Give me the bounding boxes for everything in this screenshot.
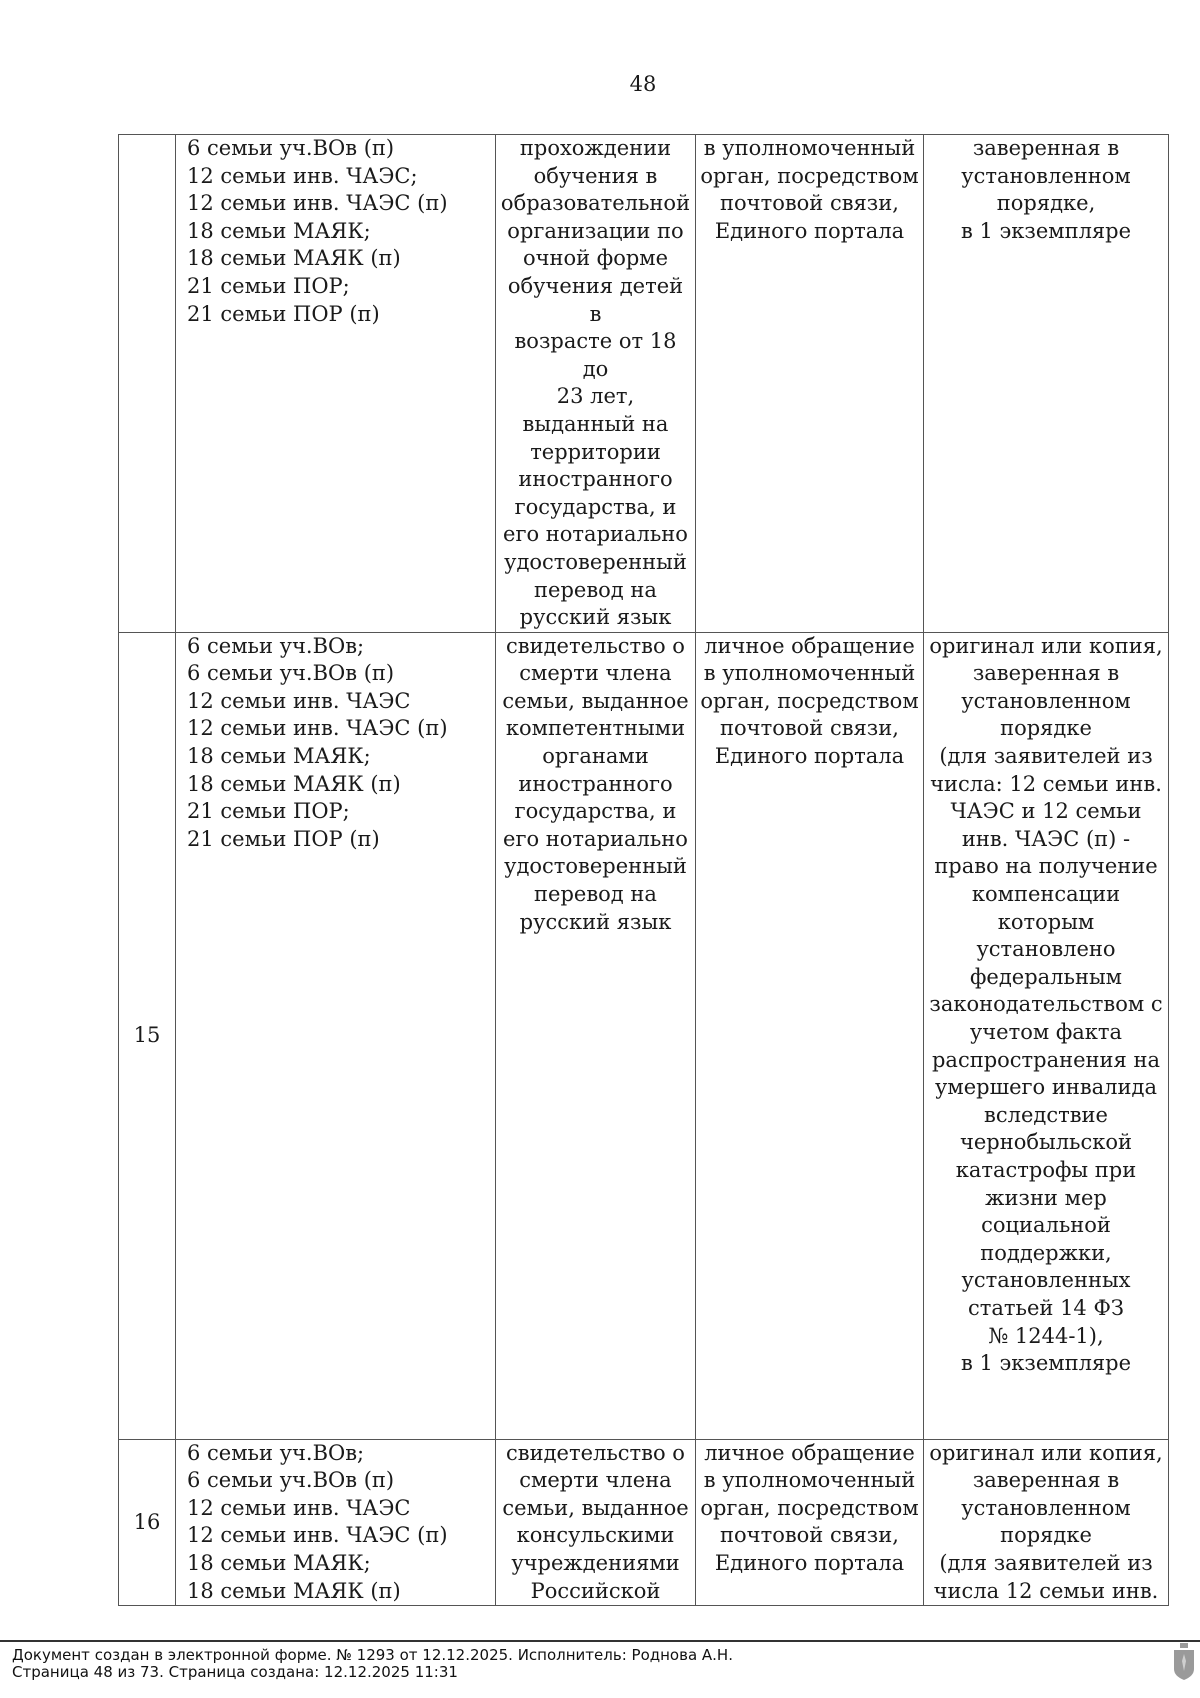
submission-method: личное обращение в уполномоченный орган, посредством почтовой связи, Единого портала [696,1439,924,1606]
page-number: 48 [629,72,657,96]
document-form: заверенная в установленном порядке, в 1 экземпляре [924,135,1169,633]
applicant-categories: 6 семьи уч.ВОв; 6 семьи уч.ВОв (п) 12 семьи инв. ЧАЭС 12 семьи инв. ЧАЭС (п) 18 семьи МАЯК; 18 семьи МАЯК (п) 21 семьи ПОР; 21 семьи ПОР (п) [176,632,496,1439]
applicant-categories: 6 семьи уч.ВОв; 6 семьи уч.ВОв (п) 12 семьи инв. ЧАЭС 12 семьи инв. ЧАЭС (п) 18 семьи МАЯК; 18 семьи МАЯК (п) [176,1439,496,1606]
table-row [119,135,1169,633]
footer-line-document: Документ создан в электронной форме. № 1293 от 12.12.2025. Исполнитель: Роднова А.Н. [12,1646,733,1664]
document-form: оригинал или копия, заверенная в установленном порядке (для заявителей из числа: 12 семьи инв. ЧАЭС и 12 семьи инв. ЧАЭС (п) - право на получение компенсации которым установлено федеральным законодательством с учетом факта распространения на умершего инвалида вследствие чернобыльской катастрофы при жизни мер социальной поддержки, установленных статьей 14 ФЗ № 1244-1), в 1 экземпляре [924,632,1169,1439]
footer-divider [0,1640,1200,1642]
row-number: 15 [119,632,176,1439]
row-number [119,135,176,633]
documents-table [118,134,1169,1606]
coat-of-arms-icon [1173,1643,1195,1681]
document-name: прохождении обучения в образовательной организации по очной форме обучения детей в возрасте от 18 до 23 лет, выданный на территории иностранного государства, и его нотариально удостоверенный перевод на русский язык [496,135,696,633]
footer-line-page: Страница 48 из 73. Страница создана: 12.12.2025 11:31 [12,1663,458,1681]
document-name: свидетельство о смерти члена семьи, выданное консульскими учреждениями Российской [496,1439,696,1606]
document-name: свидетельство о смерти члена семьи, выданное компетентными органами иностранного государства, и его нотариально удостоверенный перевод на русский язык [496,632,696,1439]
document-form: оригинал или копия, заверенная в установленном порядке (для заявителей из числа 12 семьи инв. [924,1439,1169,1606]
submission-method: в уполномоченный орган, посредством почтовой связи, Единого портала [696,135,924,633]
submission-method: личное обращение в уполномоченный орган, посредством почтовой связи, Единого портала [696,632,924,1439]
row-number: 16 [119,1439,176,1606]
applicant-categories: 6 семьи уч.ВОв (п) 12 семьи инв. ЧАЭС; 12 семьи инв. ЧАЭС (п) 18 семьи МАЯК; 18 семьи МАЯК (п) 21 семьи ПОР; 21 семьи ПОР (п) [176,135,496,633]
table-row [119,632,1169,1439]
document-footer [12,1647,733,1681]
table-row [119,1439,1169,1606]
